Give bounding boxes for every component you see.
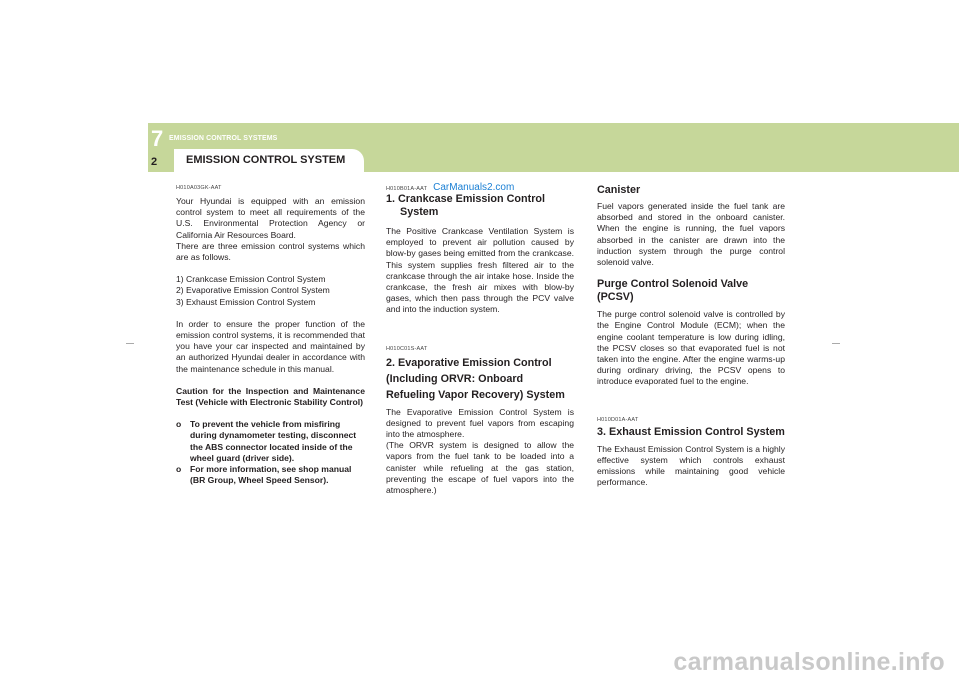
- intro-paragraph-2: There are three emission control systems which are as follows.: [176, 240, 365, 263]
- crankcase-heading-line1: 1. Crankcase Emission Control: [386, 193, 546, 205]
- evaporative-body-2: (The ORVR system is designed to allow the vapors from the fuel tank to be loaded into a canister while refueling at the gas station, preventing the escape of fuel vapors into the atmosphere.): [386, 440, 574, 496]
- maintenance-paragraph: In order to ensure the proper function of the emission control systems, it is recommended that you have your car inspected and maintained by an authorized Hyundai dealer in accordance with the maintenance schedule in this manual.: [176, 318, 365, 374]
- bullet-text: For more information, see shop manual (BR Group, Wheel Speed Sensor).: [190, 464, 352, 486]
- watermark-link[interactable]: CarManuals2.com: [433, 182, 515, 193]
- column-3: [597, 184, 785, 488]
- section-code-text: H010B01A-AAT: [386, 186, 428, 192]
- column-1: [176, 184, 365, 486]
- section-code: [386, 184, 574, 193]
- section-code: H010C01S-AAT: [386, 345, 428, 352]
- crop-mark-right: [832, 343, 840, 344]
- caution-bullet: [176, 419, 365, 464]
- evaporative-body: The Evaporative Emission Control System is designed to prevent fuel vapors from escaping into the atmosphere.: [386, 406, 574, 440]
- list-item: 2) Evaporative Emission Control System: [176, 285, 330, 296]
- page-number: 2: [151, 156, 158, 168]
- evaporative-heading: 2. Evaporative Emission Control (Including ORVR: Onboard Refueling Vapor Recovery) System: [386, 356, 565, 401]
- canister-body: Fuel vapors generated inside the fuel tank are absorbed and stored in the onboard canister. When the engine is running, the fuel vapors absorbed in the canister are drawn into the induction system through the purge control solenoid valve.: [597, 201, 785, 268]
- list-item: 1) Crankcase Emission Control System: [176, 274, 326, 285]
- crankcase-body: The Positive Crankcase Ventilation System is employed to prevent air pollution caused by blow-by gases being emitted from the crankcase. This system supplies fresh filtered air to the crankcase through the air intake hose. Inside the crankcase, the fresh air mixes with blow-by gases, which then pass through the PCV valve and into the induction system.: [386, 226, 574, 315]
- crop-mark-left: [126, 343, 134, 344]
- intro-paragraph: Your Hyundai is equipped with an emission control system to meet all requirements of the U.S. Environmental Protection Agency or California Air Resources Board.: [176, 196, 365, 240]
- caution-bullet: [176, 464, 365, 486]
- chapter-number: 7: [151, 126, 164, 151]
- crankcase-heading: [386, 193, 574, 219]
- exhaust-heading: 3. Exhaust Emission Control System: [597, 425, 785, 438]
- bullet-mark: o: [176, 464, 182, 475]
- footer-watermark: carmanualsonline.info: [673, 648, 945, 676]
- pcsv-heading: Purge Control Solenoid Valve (PCSV): [597, 278, 749, 304]
- list-item: 3) Exhaust Emission Control System: [176, 296, 316, 307]
- bullet-mark: o: [176, 419, 182, 430]
- bullet-text: To prevent the vehicle from misfiring during dynamometer testing, disconnect the ABS connector located inside of the wheel guard (driver side).: [190, 419, 357, 463]
- section-title: EMISSION CONTROL SYSTEM: [186, 154, 346, 166]
- chapter-title: EMISSION CONTROL SYSTEMS: [169, 135, 278, 142]
- canister-heading: Canister: [597, 184, 641, 196]
- exhaust-body: The Exhaust Emission Control System is a highly effective system which controls exhaust emissions while maintaining good vehicle performance.: [597, 443, 785, 488]
- pcsv-body: The purge control solenoid valve is controlled by the Engine Control Module (ECM); when the engine coolant temperature is low during idling, the PCSV closes so that evaporated fuel is not taken into the engine. After the engine warms-up during ordinary driving, the PCSV opens to introduce evaporated fuel to the engine.: [597, 309, 785, 387]
- column-2: [386, 184, 574, 496]
- section-code: H010A03GK-AAT: [176, 185, 222, 191]
- section-code: H010D01A-AAT: [597, 416, 639, 423]
- caution-title: Caution for the Inspection and Maintenance Test (Vehicle with Electronic Stability Control): [176, 385, 365, 408]
- crankcase-heading-line2: System: [400, 206, 439, 218]
